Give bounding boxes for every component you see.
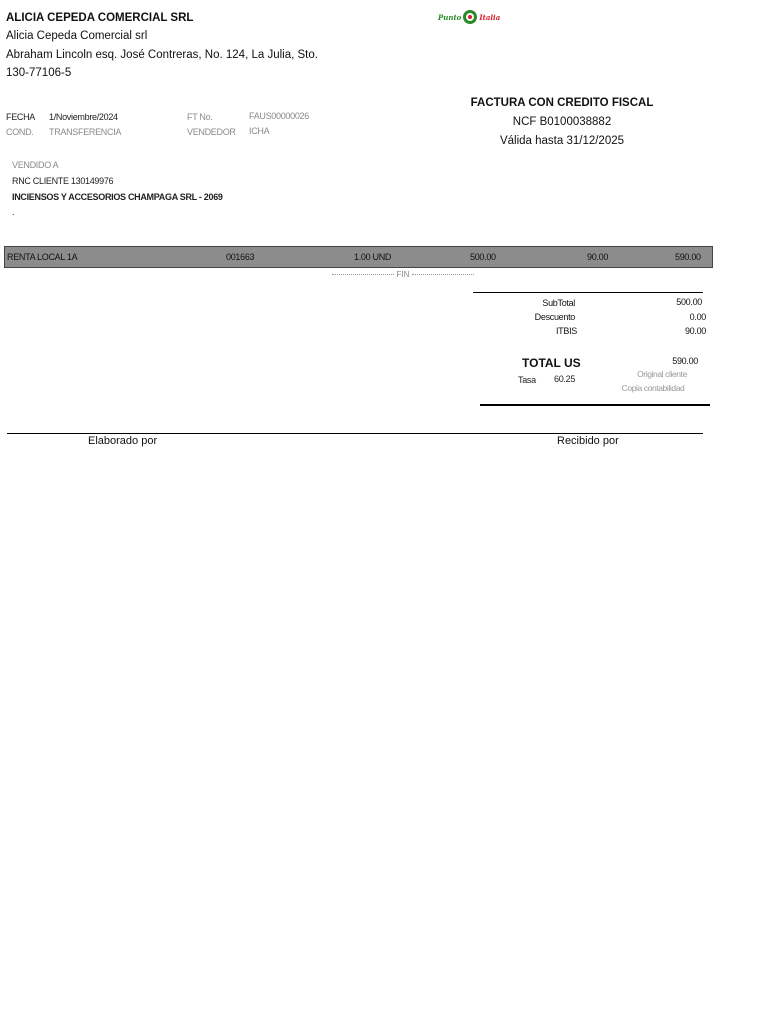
logo-word-2: Italia [479, 12, 501, 22]
received-by-label: Recibido por [557, 435, 619, 447]
copy-accounting-label: Copia contabilidad [621, 383, 685, 393]
item-total: 590.00 [675, 252, 701, 262]
item-tax: 90.00 [587, 252, 609, 262]
company-name: ALICIA CEPEDA COMERCIAL SRL [6, 12, 194, 24]
signature-rule [7, 433, 703, 434]
tasa-label: Tasa [518, 375, 536, 385]
vendedor-value: ICHA [249, 126, 270, 136]
customer-name: INCIENSOS Y ACCESORIOS CHAMPAGA SRL - 2069 [12, 192, 223, 202]
item-description: RENTA LOCAL 1A [7, 252, 78, 262]
logo-word-1: Punto [438, 12, 462, 22]
item-code: 001663 [226, 252, 255, 262]
subtotal-value: 500.00 [676, 297, 702, 307]
cond-label: COND. [6, 127, 34, 137]
vendedor-label: VENDEDOR [187, 127, 236, 137]
ft-value: FAUS00000026 [249, 111, 309, 121]
copy-original-label: Original cliente [637, 369, 687, 379]
totals-bottom-rule [480, 404, 710, 406]
subtotal-label: SubTotal [542, 298, 575, 308]
table-row [4, 246, 713, 268]
prepared-by-label: Elaborado por [88, 435, 158, 447]
company-trade-name: Alicia Cepeda Comercial srl [6, 30, 148, 42]
item-price: 500.00 [470, 252, 496, 262]
ft-label: FT No. [187, 112, 213, 122]
invoice-validity: Válida hasta 31/12/2025 [499, 135, 625, 147]
company-rnc: 130-77106-5 [6, 67, 72, 79]
invoice-ncf: NCF B0100038882 [512, 116, 612, 128]
fecha-label: FECHA [6, 112, 36, 122]
itbis-label: ITBIS [555, 326, 577, 336]
itbis-value: 90.00 [684, 326, 706, 336]
sold-to-label: VENDIDO A [12, 160, 59, 170]
totals-top-rule [473, 292, 703, 293]
tasa-value: 60.25 [554, 374, 576, 384]
customer-rnc: RNC CLIENTE 130149976 [12, 176, 114, 186]
descuento-value: 0.00 [689, 312, 706, 322]
invoice-title: FACTURA CON CREDITO FISCAL [470, 97, 654, 109]
fin-separator [324, 270, 482, 279]
customer-extra: . [12, 207, 15, 217]
target-icon [463, 10, 477, 24]
total-value: 590.00 [672, 356, 698, 366]
descuento-label: Descuento [534, 312, 575, 322]
fin-label: FIN [396, 270, 410, 279]
item-quantity: 1.00 UND [354, 252, 392, 262]
total-label: TOTAL US [522, 356, 581, 370]
fecha-value: 1/Noviembre/2024 [49, 112, 118, 122]
company-logo [438, 10, 500, 24]
cond-value: TRANSFERENCIA [49, 127, 122, 137]
company-address: Abraham Lincoln esq. José Contreras, No. 124, La Julia, Sto. [6, 49, 318, 61]
